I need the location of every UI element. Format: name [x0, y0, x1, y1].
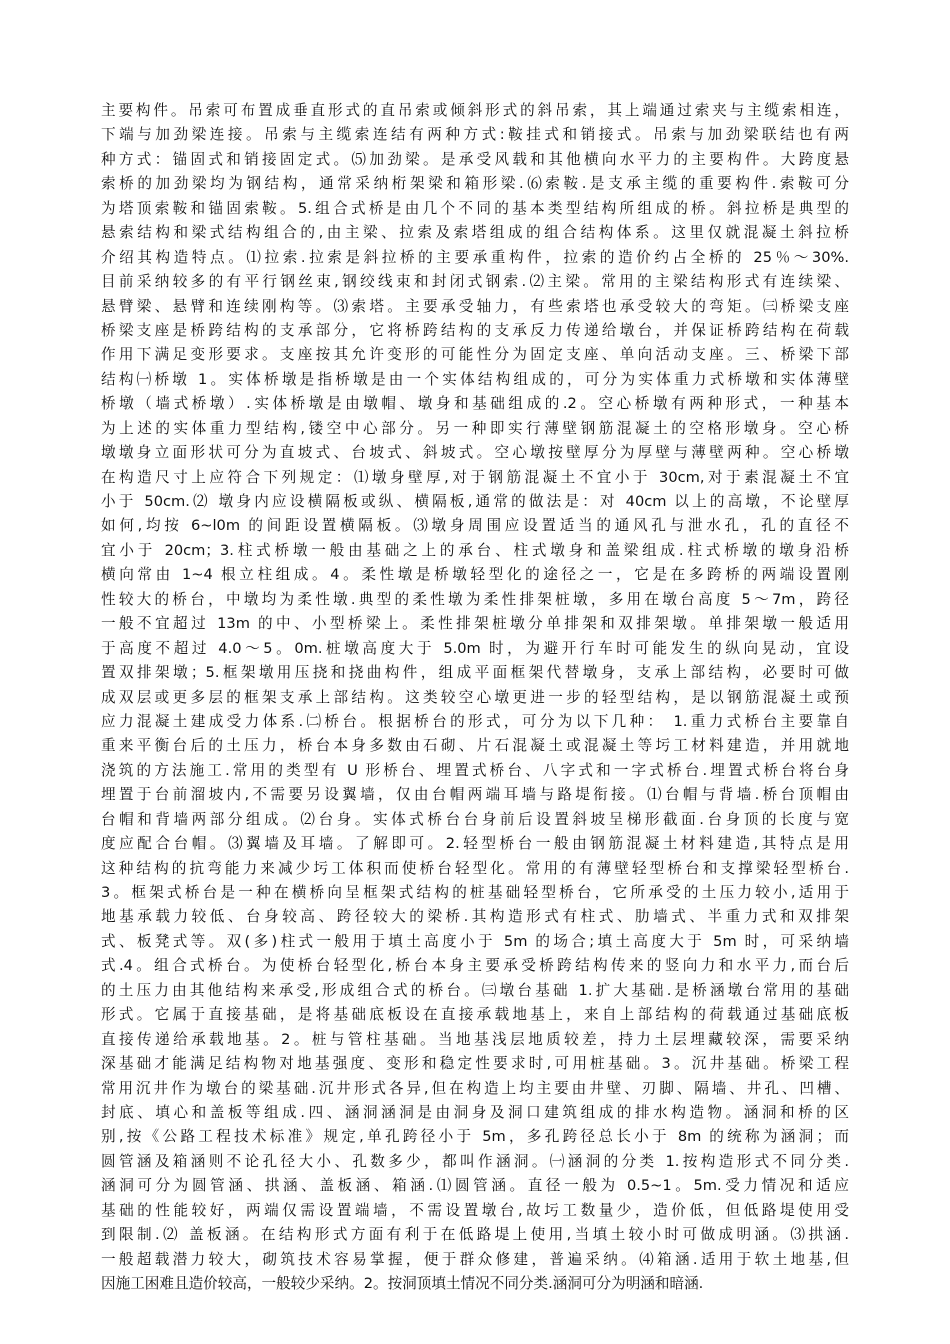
text-line: 为上述的实体重力型结构,镂空中心部分。另一种即实行薄壁钢筋混凝土的空格形墩身。空心桥	[101, 419, 849, 437]
text-line: 度应配合台帽。⑶翼墙及耳墙。了解即可。2.轻型桥台一般由钢筋混凝土材料建造,其特点是用	[101, 835, 849, 853]
text-line: 封底、填心和盖板等组成.四、涵洞涵洞是由洞身及洞口建筑组成的排水构造物。涵洞和桥的区	[101, 1103, 849, 1121]
text-line: 结构㈠桥墩 1。实体桥墩是指桥墩是由一个实体结构组成的，可分为实体重力式桥墩和实体薄壁	[101, 370, 849, 388]
text-line: 常用沉井作为墩台的梁基础.沉井形式各异,但在构造上均主要由井壁、刃脚、隔墙、井孔、凹槽、	[101, 1079, 849, 1097]
text-line: 下端与加劲梁连接。吊索与主缆索连结有两种方式:鞍挂式和销接式。吊索与加劲梁联结也有两	[101, 126, 849, 144]
text-line: 于高度不超过 4.0～5。0m.桩墩高度大于 5.0m 时，为避开行车时可能发生的纵向晃动，宜设	[101, 639, 849, 657]
text-line: 圆管涵及箱涵则不论孔径大小、孔数多少，都叫作涵洞。㈠涵洞的分类 1.按构造形式不同分类.	[101, 1152, 849, 1170]
text-line: 地基承载力较低、台身较高、跨径较大的梁桥.其构造形式有柱式、肋墙式、半重力式和双排架	[101, 908, 849, 926]
text-line: 横向常由 1~4 根立柱组成。4。柔性墩是桥墩轻型化的途径之一，它是在多跨桥的两端设置刚	[101, 566, 849, 584]
text-line: 成双层或更多层的框架支承上部结构。这类较空心墩更进一步的轻型结构，是以钢筋混凝土或预	[101, 688, 849, 706]
text-line: 宜小于 20cm；3.柱式桥墩一般由基础之上的承台、柱式墩身和盖梁组成.柱式桥墩的墩身沿桥	[101, 541, 849, 559]
text-line: 悬索结构和梁式结构组合的,由主梁、拉索及索塔组成的组合结构体系。这里仅就混凝土斜拉桥	[101, 224, 849, 242]
text-line: 到限制.⑵ 盖板涵。在结构形式方面有利于在低路堤上使用,当填土较小时可做成明涵。⑶拱涵.	[101, 1226, 849, 1244]
text-line: 式、板凳式等。双(多)柱式一般用于填土高度小于 5m 的场合;填土高度大于 5m 时，可采纳墙	[101, 932, 849, 950]
text-line: 深基础才能满足结构物对地基强度、变形和稳定性要求时,可用桩基础。3。沉井基础。桥梁工程	[101, 1055, 849, 1073]
text-line: 3。框架式桥台是一种在横桥向呈框架式结构的桩基础轻型桥台，它所承受的土压力较小,适用于	[101, 884, 849, 901]
text-line: 悬臂梁、悬臂和连续刚构等。⑶索塔。主要承受轴力，有些索塔也承受较大的弯矩。㈢桥梁支座	[101, 297, 849, 315]
document-body	[101, 99, 849, 1296]
text-line: 涵洞可分为圆管涵、拱涵、盖板涵、箱涵.⑴圆管涵。直径一般为 0.5~1。5m.受力情况和适应	[101, 1177, 849, 1195]
text-line: 置双排架墩；5.框架墩用压挠和挠曲构件，组成平面框架代替墩身，支承上部结构，必要时可做	[101, 664, 849, 682]
text-line: 种方式：锚固式和销接固定式。⑸加劲梁。是承受风载和其他横向水平力的主要构件。大跨度悬	[101, 150, 849, 168]
text-line: 一般不宜超过 13m 的中、小型桥梁上。柔性排架桩墩分单排架和双排架墩。单排架墩一般适用	[101, 615, 849, 633]
text-line: 索桥的加劲梁均为钢结构，通常采纳桁架梁和箱形梁.⑹索鞍.是支承主缆的重要构件.索鞍可分	[101, 175, 849, 193]
text-line: 桥梁支座是桥跨结构的支承部分，它将桥跨结构的支承反力传递给墩台，并保证桥跨结构在荷载	[101, 321, 849, 339]
text-line: 作用下满足变形要求。支座按其允许变形的可能性分为固定支座、单向活动支座。三、桥梁下部	[101, 346, 849, 364]
text-line: 目前采纳较多的有平行钢丝束,钢绞线束和封闭式钢索.⑵主梁。常用的主梁结构形式有连续梁、	[101, 273, 849, 291]
text-line: 的土压力由其他结构来承受,形成组合式的桥台。㈢墩台基础 1.扩大基础.是桥涵墩台常用的基础	[101, 981, 849, 999]
text-line: 介绍其构造特点。⑴拉索.拉索是斜拉桥的主要承重构件，拉索的造价约占全桥的 25％～30%.	[101, 248, 849, 266]
text-line: 如何,均按 6~l0m 的间距设置横隔板。⑶墩身周围应设置适当的通风孔与泄水孔，孔的直径不	[101, 517, 849, 535]
text-line: 一般超载潜力较大，砌筑技术容易掌握，便于群众修建，普遍采纳。⑷箱涵.适用于软土地基,但	[101, 1250, 849, 1268]
text-line: 别,按《公路工程技术标准》规定,单孔跨径小于 5m，多孔跨径总长小于 8m 的统称为涵洞；而	[101, 1128, 849, 1146]
text-line: 台帽和背墙两部分组成。⑵台身。实体式桥台台身前后设置斜坡呈梯形截面.台身顶的长度与宽	[101, 810, 849, 828]
text-line: 性较大的桥台，中墩均为柔性墩.典型的柔性墩为柔性排架桩墩，多用在墩台高度 5～7m，跨径	[101, 590, 849, 608]
text-line: 应力混凝土建成受力体系.㈡桥台。根据桥台的形式，可分为以下几种： 1.重力式桥台主要靠自	[101, 712, 849, 730]
text-line: 因施工困难且造价较高，一般较少采纳。2。按洞顶填土情况不同分类.涵洞可分为明涵和暗涵.	[101, 1275, 704, 1292]
text-line: 埋置于台前溜坡内,不需要另设翼墙，仅由台帽两端耳墙与路堤衔接。⑴台帽与背墙.桥台顶帽由	[101, 786, 849, 804]
text-line: 重来平衡台后的土压力，桥台本身多数由石砌、片石混凝土或混凝土等圬工材料建造，并用就地	[101, 737, 849, 755]
text-line: 浇筑的方法施工.常用的类型有 U 形桥台、埋置式桥台、八字式和一字式桥台.埋置式桥台将台身	[101, 761, 849, 779]
text-line: 小于 50cm.⑵ 墩身内应设横隔板或纵、横隔板,通常的做法是：对 40cm 以上的高墩，不论壁厚	[101, 493, 849, 510]
text-line: 形式。它属于直接基础，是将基础底板设在直接承载地基上，来自上部结构的荷载通过基础底板	[101, 1006, 849, 1024]
text-line: 主要构件。吊索可布置成垂直形式的直吊索或倾斜形式的斜吊索，其上端通过索夹与主缆索相连，	[101, 102, 849, 119]
text-line: 桥墩（墙式桥墩）.实体桥墩是由墩帽、墩身和基础组成的.2。空心桥墩有两种形式，一种基本	[101, 395, 849, 413]
text-line: 直接传递给承载地基。2。桩与管柱基础。当地基浅层地质较差，持力土层埋藏较深，需要采纳	[101, 1030, 849, 1048]
text-line: 墩墩身立面形状可分为直坡式、台坡式、斜坡式。空心墩按壁厚分为厚壁与薄壁两种。空心桥墩	[101, 444, 849, 462]
text-line: 基础的性能较好，两端仅需设置端墙，不需设置墩台,故圬工数量少，造价低，但低路堤使用受	[101, 1201, 849, 1219]
text-line: 式.4。组合式桥台。为使桥台轻型化,桥台本身主要承受桥跨结构传来的竖向力和水平力,而台后	[101, 957, 849, 975]
text-line: 为塔顶索鞍和锚固索鞍。5.组合式桥是由几个不同的基本类型结构所组成的桥。斜拉桥是典型的	[101, 199, 849, 217]
text-line: 这种结构的抗弯能力来减少圬工体积而使桥台轻型化。常用的有薄壁轻型桥台和支撑梁轻型桥台.	[101, 859, 849, 877]
text-line: 在构造尺寸上应符合下列规定：⑴墩身壁厚,对于钢筋混凝土不宜小于 30cm,对于素混凝土不宜	[101, 468, 849, 486]
